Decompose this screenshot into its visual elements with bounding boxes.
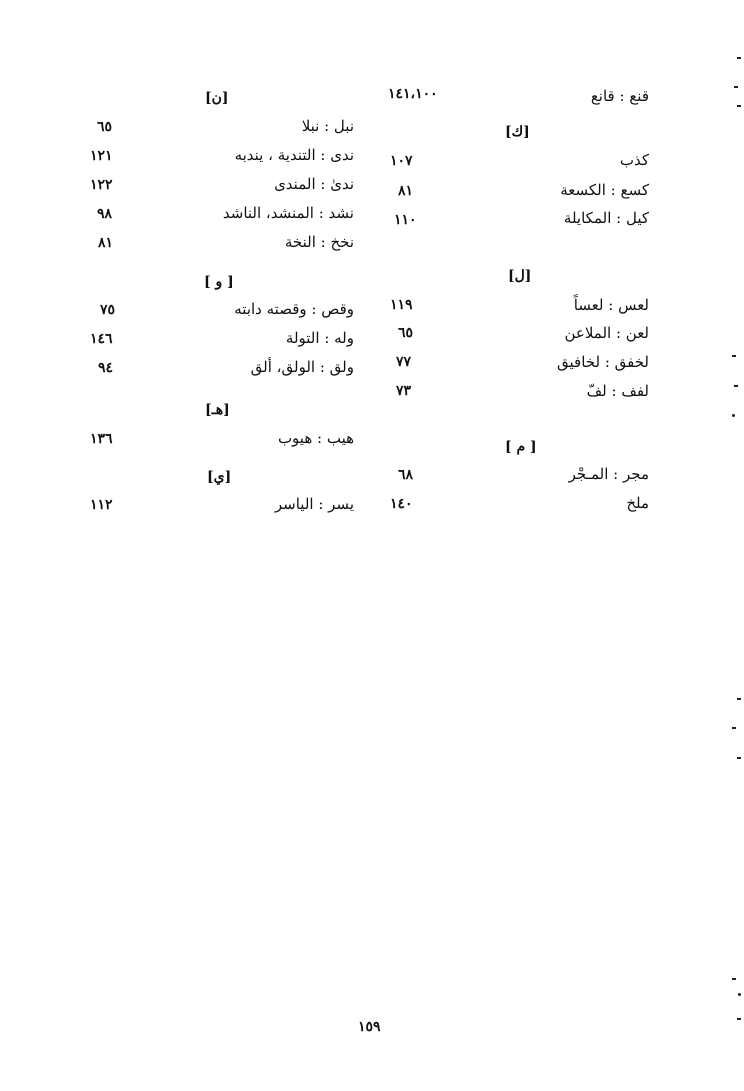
heading-lam: [ل] [508, 268, 532, 284]
scan-mark [732, 355, 736, 357]
pages-qna: ١٤١،١٠٠ [388, 86, 438, 102]
heading-waw: [ و ] [204, 274, 234, 290]
scan-mark [737, 105, 741, 107]
scan-mark [734, 86, 738, 88]
pages-nabl: ٦٥ [97, 119, 113, 135]
entry-waqs: وقص : وقصته دابته [234, 300, 354, 318]
entry-hayb: هيب : هيوب [277, 429, 354, 447]
pages-walaq: ٩٤ [98, 360, 114, 376]
pages-walah: ١٤٦ [90, 331, 113, 347]
scan-mark [737, 757, 741, 759]
entry-walaq: ولق : الولق، ألق [250, 358, 354, 376]
pages-malkh: ١٤٠ [390, 496, 413, 512]
entry-nada-2: ندىٰ : المندى [274, 175, 354, 193]
pages-kadhaba: ١٠٧ [390, 153, 413, 169]
pages-waqs: ٧٥ [100, 302, 116, 318]
heading-kaf: [ك] [505, 124, 530, 140]
entry-kayl: كيل : المكايلة [563, 209, 649, 227]
page-number: ١٥٩ [358, 1019, 381, 1035]
heading-nun: [ن] [205, 90, 229, 106]
pages-majr: ٦٨ [398, 467, 414, 483]
entry-lakhfaq: لخفق : لخافيق [557, 353, 649, 371]
entry-nakhkh: نخخ : النخة [284, 233, 354, 251]
entry-kasa: كسع : الكسعة [560, 181, 649, 199]
entry-laan: لعن : الملاعن [564, 324, 649, 342]
heading-ha: [هـ] [205, 402, 230, 418]
entry-qna: قنع : قانع [590, 87, 649, 105]
scan-mark [737, 698, 741, 700]
pages-kayl: ١١٠ [394, 212, 417, 228]
scan-mark [732, 727, 736, 729]
pages-lakhfaq: ٧٧ [396, 354, 412, 370]
entry-nashd: نشد : المنشد، الناشد [222, 204, 354, 222]
heading-mim: [ م ] [505, 439, 537, 455]
entry-kadhaba: كذب [619, 151, 649, 169]
entry-nada-1: ندى : التندية ، يندبه [234, 146, 354, 164]
pages-laan: ٦٥ [398, 325, 414, 341]
scan-dot [738, 993, 741, 996]
scan-mark [737, 1018, 741, 1020]
entry-nabl: نبل : نبلا [301, 117, 354, 135]
scan-mark [734, 385, 738, 387]
entry-yasr: يسر : الياسر [274, 495, 354, 513]
heading-ya: [ي] [207, 469, 232, 485]
entry-malkh: ملخ [626, 494, 649, 512]
entry-majr: مجر : المـجْر [568, 465, 649, 483]
entry-walah: وله : التولة [285, 329, 354, 347]
pages-nada-1: ١٢١ [90, 148, 113, 164]
entry-laff: لفف : لفّ [586, 382, 649, 400]
pages-yasr: ١١٢ [90, 497, 113, 513]
pages-kasa: ٨١ [398, 183, 414, 199]
pages-laff: ٧٣ [396, 383, 412, 399]
pages-nakhkh: ٨١ [98, 235, 114, 251]
scan-mark [732, 978, 736, 980]
scan-mark [737, 57, 741, 59]
pages-nada-2: ١٢٢ [90, 177, 113, 193]
pages-laas: ١١٩ [390, 297, 413, 313]
entry-laas: لعس : لعساً [573, 296, 649, 314]
pages-hayb: ١٣٦ [90, 431, 113, 447]
pages-nashd: ٩٨ [97, 206, 113, 222]
scan-dot [732, 414, 735, 417]
